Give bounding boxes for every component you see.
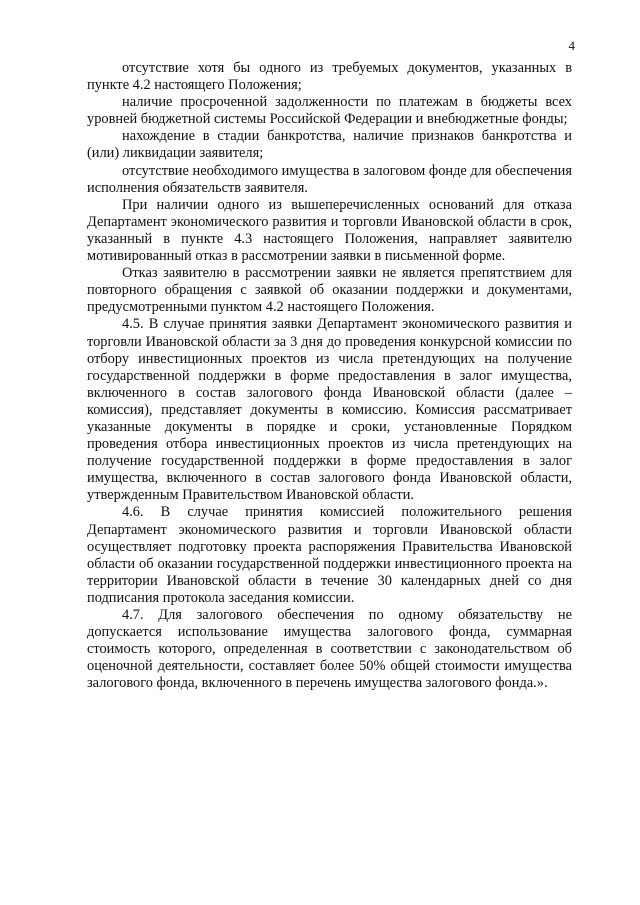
paragraph-clause-4-7: 4.7. Для залогового обеспечения по одному обязательству не допускается использование имущества залогового фонда, суммарная стоимость которого, определенная в соответствии с законодательством об оценочной деятельности, составляет более 50% общей стоимости имущества залогового фонда, включенного в перечень имущества залогового фонда.». — [87, 607, 572, 692]
paragraph-refusal-notice: При наличии одного из вышеперечисленных оснований для отказа Департамент экономического развития и торговли Ивановской области в срок, указанный в пункте 4.3 настоящего Положения, направляет заявителю мотивированный отказ в рассмотрении заявки в письменной форме. — [87, 196, 572, 265]
paragraph-missing-documents: отсутствие хотя бы одного из требуемых документов, указанных в пункте 4.2 настоящего Положения; — [87, 60, 572, 94]
paragraph-no-collateral: отсутствие необходимого имущества в залоговом фонде для обеспечения исполнения обязательств заявителя. — [87, 162, 572, 196]
paragraph-clause-4-6: 4.6. В случае принятия комиссией положительного решения Департамент экономического развития и торговли Ивановской области осуществляет подготовку проекта распоряжения Правительства Ивановской области об оказании государственной поддержки инвестиционного проекта на территории Ивановской области в течение 30 календарных дней со дня подписания протокола заседания комиссии. — [87, 504, 572, 606]
paragraph-overdue-debt: наличие просроченной задолженности по платежам в бюджеты всех уровней бюджетной системы Российской Федерации и внебюджетные фонды; — [87, 94, 572, 128]
document-body — [87, 60, 572, 692]
paragraph-repeat-application: Отказ заявителю в рассмотрении заявки не является препятствием для повторного обращения с заявкой об оказании поддержки и документами, предусмотренными пунктом 4.2 настоящего Положения. — [87, 265, 572, 316]
paragraph-bankruptcy: нахождение в стадии банкротства, наличие признаков банкротства и (или) ликвидации заявителя; — [87, 128, 572, 162]
page-number: 4 — [568, 38, 575, 53]
paragraph-clause-4-5: 4.5. В случае принятия заявки Департамент экономического развития и торговли Ивановской области за 3 дня до проведения конкурсной комиссии по отбору инвестиционных проектов из числа претендующих на получение государственной поддержки в форме предоставления в залог имущества, включенного в состав залогового фонда Ивановской области (далее – комиссия), представляет документы в комиссию. Комиссия рассматривает указанные документы в порядке и сроки, установленные Порядком проведения отбора инвестиционных проектов из числа претендующих на получение государственной поддержки в форме предоставления в залог имущества, включенного в состав залогового фонда Ивановской области, утвержденным Правительством Ивановской области. — [87, 316, 572, 504]
